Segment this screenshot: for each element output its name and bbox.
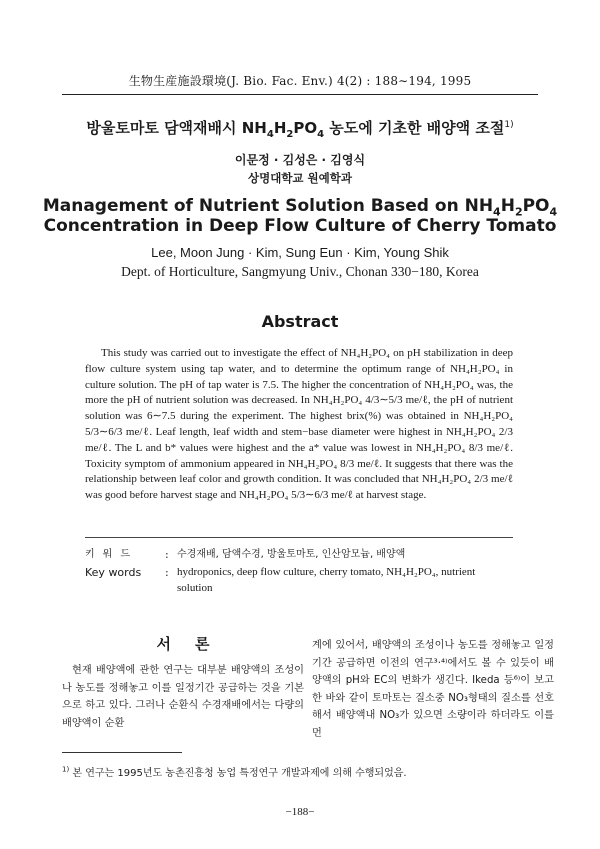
keywords-rule — [85, 537, 513, 538]
title-footnote-mark: 1) — [504, 120, 514, 130]
abstract-heading: Abstract — [261, 312, 339, 331]
keywords-english — [85, 565, 513, 596]
keywords-colon: : — [165, 566, 169, 579]
footnote-text: 본 연구는 1995년도 농촌진흥청 농업 특정연구 개발과제에 의해 수행되었음. — [69, 768, 407, 779]
english-authors: Lee, Moon Jung · Kim, Sung Eun · Kim, Young Shik — [151, 245, 449, 260]
english-title-line1: Management of Nutrient Solution Based on $NH_4H_2PO_4$ — [42, 196, 558, 219]
korean-authors: 이문정 · 김성은 · 김영식 — [234, 153, 366, 167]
footnote-mark: 1) — [62, 765, 70, 774]
footnote-rule — [62, 752, 182, 753]
journal-header: 生物生産施設環境(J. Bio. Fac. Env.) 4(2) : 188∼194, 1995 — [128, 74, 472, 88]
keywords-korean-text: 수경재배, 담액수경, 방울토마토, 인산암모늄, 배양액 — [177, 549, 406, 560]
header-rule — [62, 94, 538, 95]
korean-affiliation: 상명대학교 원예학과 — [248, 171, 352, 185]
english-affiliation: Dept. of Horticulture, Sangmyung Univ., Chonan 330−180, Korea — [121, 264, 479, 279]
korean-title: 방울토마토 담액재배시 $NH_4H_2PO_4$ 농도에 기초한 배양액 조절$^{1)}$ — [86, 119, 514, 140]
page-number: −188− — [285, 806, 315, 818]
english-title — [0, 196, 600, 236]
introduction-right-column: 계에 있어서, 배양액의 조성이나 농도를 정해놓고 일정기간 공급하면 이전의 연구³·⁴⁾에서도 볼 수 있듯이 배양액의 pH와 EC의 변화가 생긴다. Ikeda 등⁶⁾이 보고한 바와 같이 토마토는 질소중 NO₃형태의 질소를 선호해서 배양액내 NO₃가 있으면 소량이라 하더라도 이를 먼 — [312, 640, 554, 739]
footnote — [62, 764, 538, 779]
introduction-heading: 서론 — [156, 635, 234, 653]
keywords-english-label: Key words — [85, 566, 142, 579]
abstract-body: This study was carried out to investigate the effect of NH₄H₂PO₄ on pH stabilization in deep flow culture system using tap water, and to determine the optimum range of NH₄H₂PO₄ in culture solution. The pH of tap water is 7.5. The higher the concentration of NH₄H₂PO₄ was, the more the pH of nutrient solution was decreased. In NH₄H₂PO₄ 4/3∼5/3 me/ℓ, the pH of nutrient solution was 6∼7.5 during the experiment. The highest brix(%) was obtained in NH₄H₂PO₄ 5/3∼6/3 me/ℓ. Leaf length, leaf width and stem−base diameter were highest in NH₄H₂PO₄ 2/3 me/ℓ. The L and b* values were highest and the a* value was lowest in NH₄H₂PO₄ 8/3 me/ℓ. Toxicity symptom of ammonium appeared in NH₄H₂PO₄ 8/3 me/ℓ. It suggests that there was the relationship between leaf color and growth condition. It was concluded that NH₄H₂PO₄ 2/3 me/ℓ was good before harvest stage and NH₄H₂PO₄ 5/3∼6/3 me/ℓ at harvest stage. — [85, 347, 513, 502]
keywords-english-text: hydroponics, deep flow culture, cherry tomato, NH₄H₂PO₄, nutrient solution — [177, 566, 476, 594]
introduction-left-column: 현재 배양액에 관한 연구는 대부분 배양액의 조성이나 농도를 정해놓고 이를 일정기간 공급하는 것을 기본으로 하고 있다. 그러나 순환식 수경재배에서는 다량의 배양액이 순환 — [62, 665, 304, 729]
keywords-colon: : — [165, 548, 169, 561]
english-title-line2: Concentration in Deep Flow Culture of Cherry Tomato — [43, 216, 557, 236]
keywords-korean-label: 키워드 — [85, 549, 138, 560]
keywords-korean — [85, 547, 513, 563]
